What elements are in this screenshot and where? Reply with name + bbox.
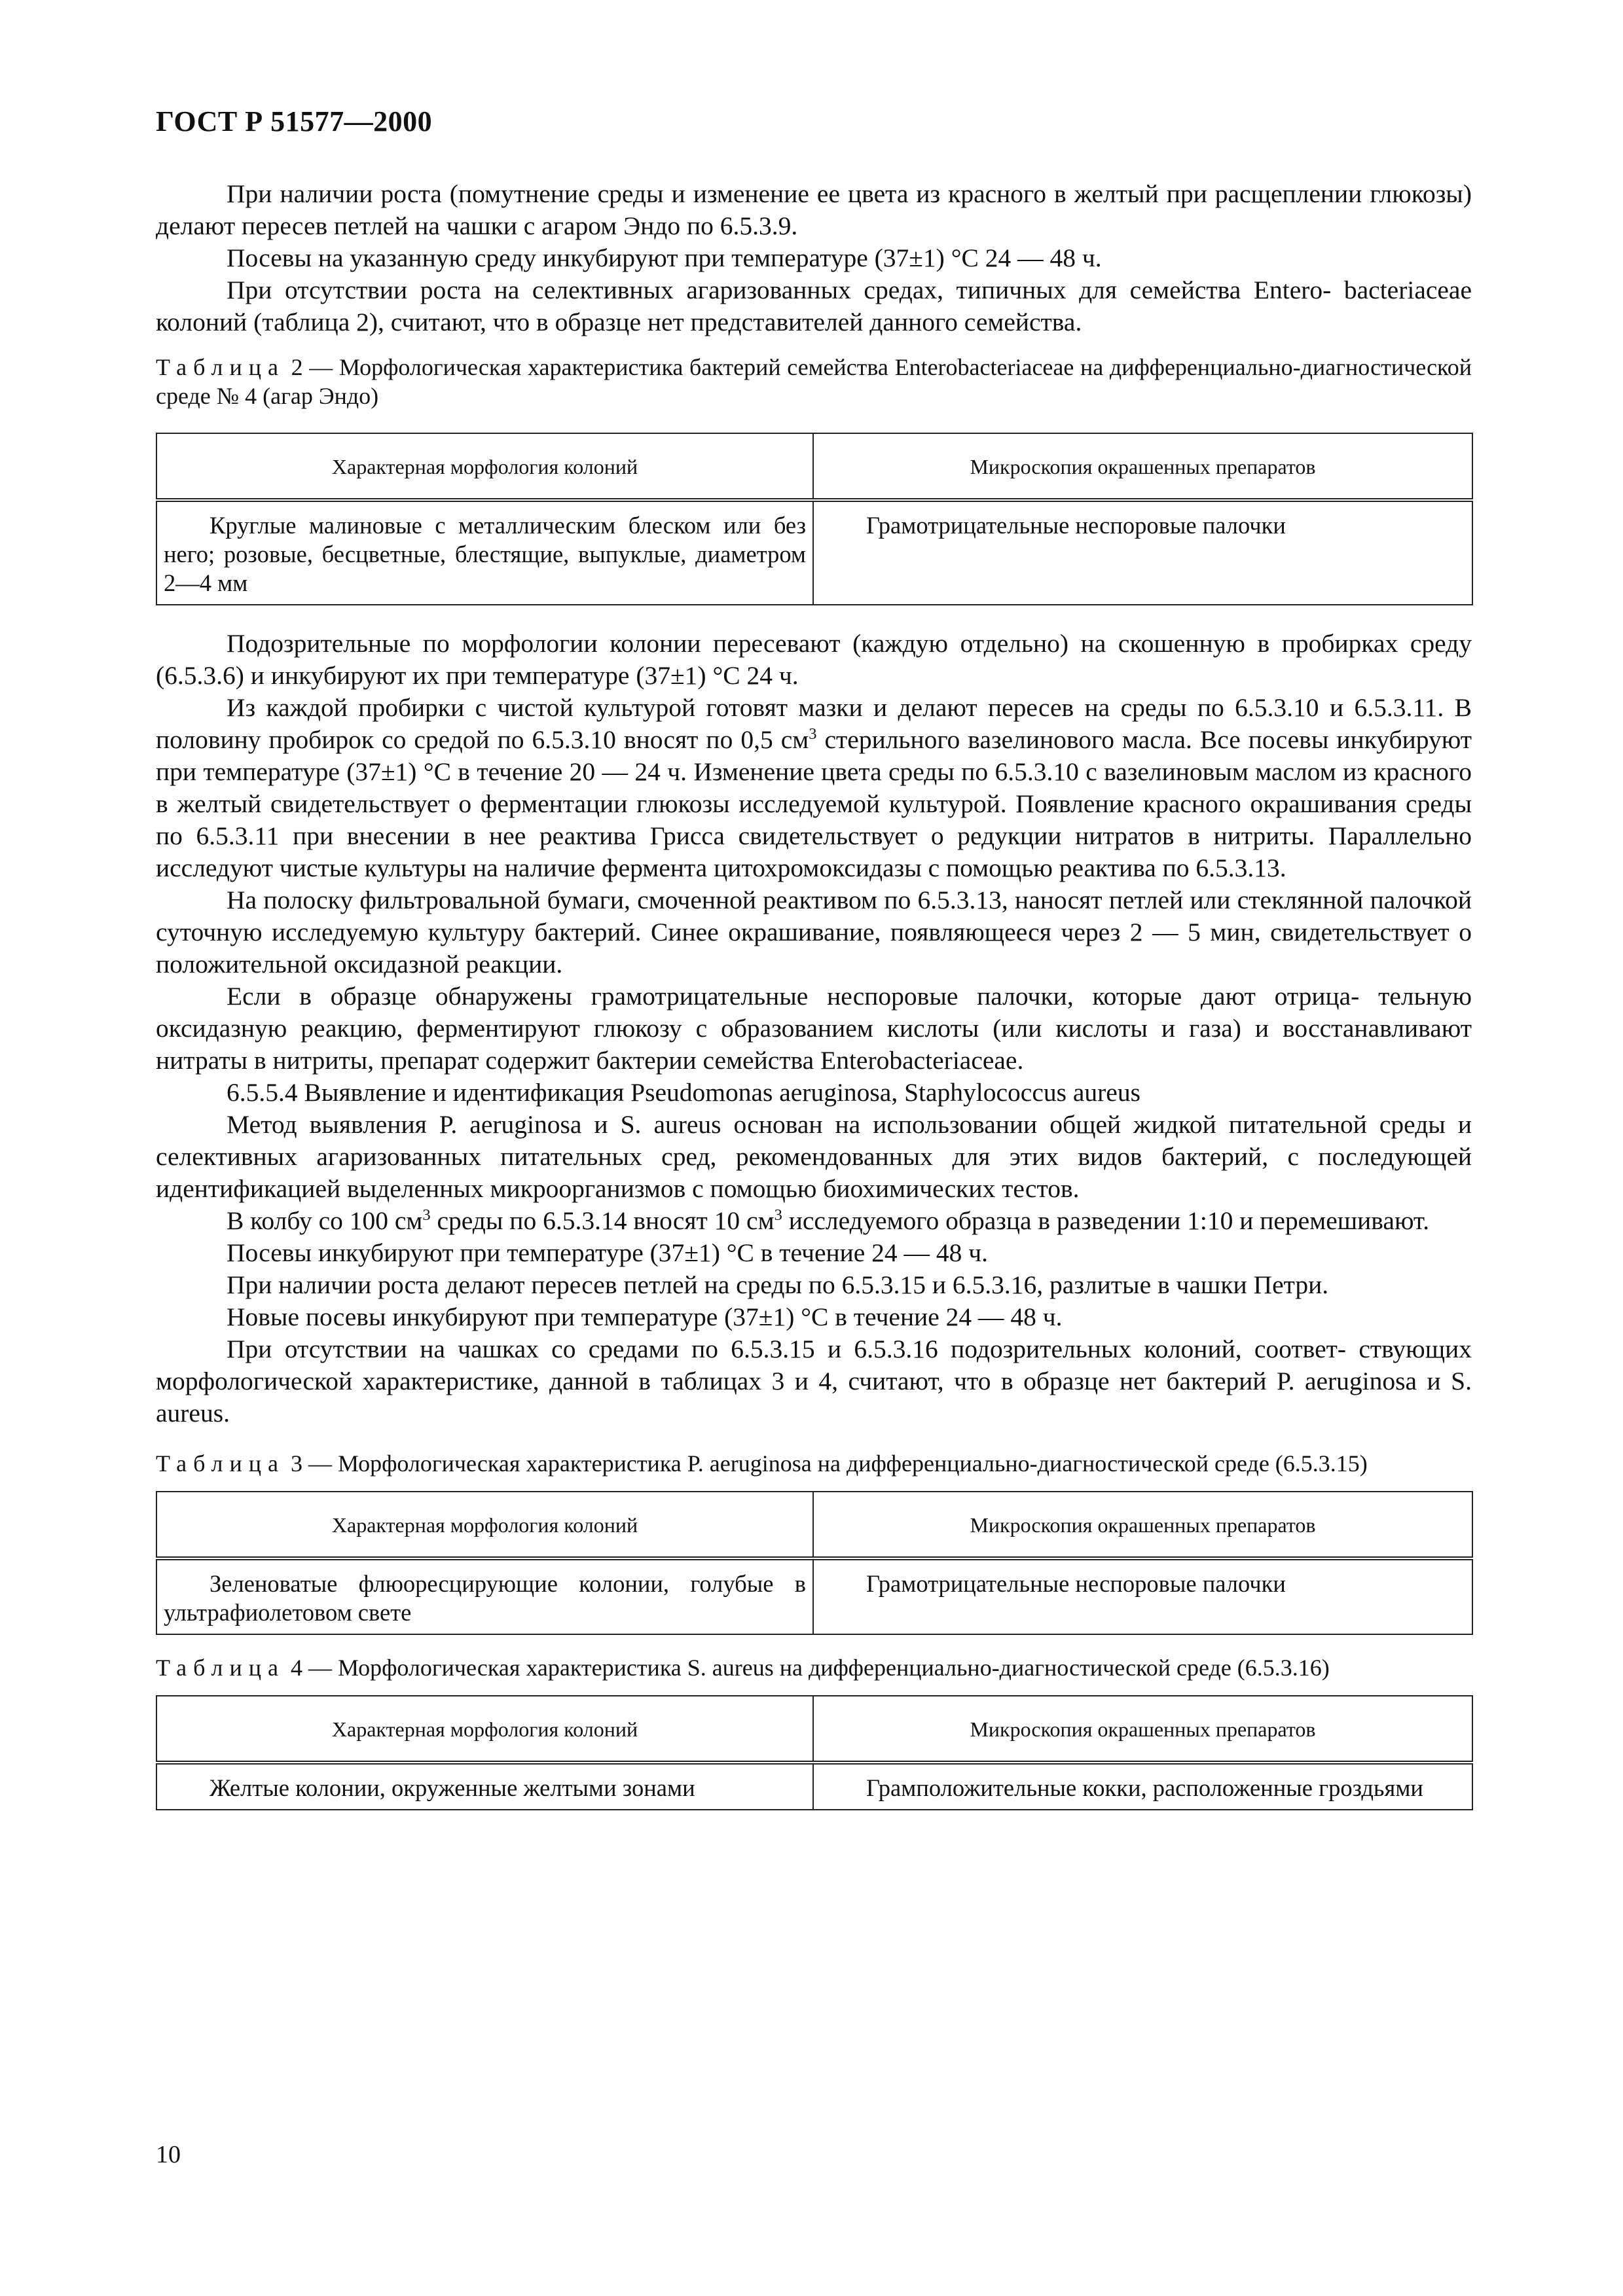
caption-text: 4 — Морфологическая характеристика S. aureus на дифференциально-диагностической среде (6.5.3.16) bbox=[284, 1655, 1330, 1681]
paragraph bbox=[156, 1205, 1472, 1237]
paragraph: При наличии роста делают пересев петлей на среды по 6.5.3.15 и 6.5.3.16, разлитые в чашки Петри. bbox=[227, 1270, 1329, 1299]
page-content bbox=[156, 178, 1472, 1810]
paragraph: При отсутствии на чашках со средами по 6.5.3.15 и 6.5.3.16 подозрительных колоний, соответ- ствующих морфологической характеристике, данной в таблицах 3 и 4, считают, что в образце нет бактерий P. aeruginosa и S. aureus. bbox=[156, 1335, 1472, 1427]
table-row bbox=[156, 500, 1472, 605]
table2-caption bbox=[156, 353, 1472, 410]
cell-text: Желтые колонии, окруженные желтыми зонами bbox=[210, 1774, 695, 1801]
table-header-row bbox=[156, 1492, 1472, 1558]
column-header: Микроскопия окрашенных препаратов bbox=[813, 1696, 1472, 1763]
table4-caption bbox=[156, 1653, 1472, 1682]
paragraph: При наличии роста (помутнение среды и изменение ее цвета из красного в желтый при расщеплении глюкозы) делают пересев петлей на чашки с агаром Эндо по 6.5.3.9. bbox=[156, 179, 1472, 240]
superscript: 3 bbox=[809, 725, 817, 743]
cell-text: Круглые малиновые с металлическим блеском или без него; розовые, бесцветные, блестящие, выпуклые, диаметром 2—4 мм bbox=[164, 512, 806, 596]
text-run: стерильного вазелинового масла. Все посевы инкубируют при температуре (37±1) °С в течение 20 — 24 ч. Изменение цвета среды по 6.5.3.10 с вазелиновым маслом из красного в желтый свидетельствует о ферментации глюкозы исследуемой культурой. Появление красного окрашивания среды по 6.5.3.11 при внесении в нее реактива Грисса свидетельствует о редукции нитратов в нитриты. Параллельно исследуют чистые культуры на наличие фермента цитохромоксидазы с помощью реактива по 6.5.3.13. bbox=[156, 725, 1472, 882]
cell-text: Грамотрицательные неспоровые палочки bbox=[866, 1570, 1286, 1597]
table-row bbox=[156, 1558, 1472, 1634]
table-cell bbox=[156, 1558, 813, 1634]
paragraph: Метод выявления P. aeruginosa и S. aureus основан на использовании общей жидкой питательной среды и селективных агаризованных питательных сред, рекомендованных для этих видов бактерий, с последующей идентификацией выделенных микроорганизмов с помощью биохимических тестов. bbox=[156, 1110, 1472, 1203]
superscript: 3 bbox=[422, 1206, 431, 1224]
caption-label: Таблица bbox=[156, 354, 285, 380]
page-number: 10 bbox=[156, 2141, 181, 2168]
table-cell bbox=[156, 500, 813, 605]
paragraph: Если в образце обнаружены грамотрицательные неспоровые палочки, которые дают отрица- тельную оксидазную реакцию, ферментируют глюкозу с образованием кислоты (или кислоты и газа) и восстанавливают нитраты в нитриты, препарат содержит бактерии семейства Enterobacteriaceae. bbox=[156, 982, 1472, 1075]
cell-text: Грамотрицательные неспоровые палочки bbox=[866, 512, 1286, 539]
column-header: Характерная морфология колоний bbox=[156, 433, 813, 500]
paragraph: На полоску фильтровальной бумаги, смоченной реактивом по 6.5.3.13, наносят петлей или стеклянной палочкой суточную исследуемую культуру бактерий. Синее окрашивание, появляющееся через 2 — 5 мин, свидетельствует о положительной оксидазной реакции. bbox=[156, 886, 1472, 978]
table-header-row bbox=[156, 433, 1472, 500]
text-run: Из каждой пробирки с чистой культурой готовят мазки и делают пересев на среды по 6.5.3.10 и 6.5.3.11. В половину пробирок со средой по 6.5.3.10 вносят по 0,5 см bbox=[156, 693, 1472, 754]
table3 bbox=[156, 1491, 1473, 1635]
table-cell bbox=[813, 1558, 1472, 1634]
paragraph bbox=[156, 692, 1472, 884]
section-heading: 6.5.5.4 Выявление и идентификация Pseudomonas aeruginosa, Staphylococcus aureus bbox=[227, 1078, 1140, 1107]
text-run: В колбу со 100 см bbox=[227, 1206, 423, 1235]
paragraph: Подозрительные по морфологии колонии пересевают (каждую отдельно) на скошенную в пробирках среду (6.5.3.6) и инкубируют их при температуре (37±1) °С 24 ч. bbox=[156, 629, 1472, 690]
paragraph: Посевы инкубируют при температуре (37±1) °С в течение 24 — 48 ч. bbox=[227, 1238, 989, 1267]
paragraph: Новые посевы инкубируют при температуре (37±1) °С в течение 24 — 48 ч. bbox=[227, 1302, 1063, 1331]
superscript: 3 bbox=[774, 1206, 782, 1224]
column-header: Микроскопия окрашенных препаратов bbox=[813, 1492, 1472, 1558]
table-cell bbox=[156, 1763, 813, 1810]
table4 bbox=[156, 1695, 1473, 1810]
cell-text: Грамположительные кокки, расположенные гроздьями bbox=[866, 1774, 1423, 1801]
table-header-row bbox=[156, 1696, 1472, 1763]
caption-label: Таблица bbox=[156, 1655, 285, 1681]
table-cell bbox=[813, 1763, 1472, 1810]
table3-caption bbox=[156, 1449, 1472, 1478]
paragraph: При отсутствии роста на селективных агаризованных средах, типичных для семейства Entero- bacteriaceae колоний (таблица 2), считают, что в образце нет представителей данного семейства. bbox=[156, 276, 1472, 336]
caption-text: 2 — Морфологическая характеристика бактерий семейства Enterobacteriaceae на дифференциально-диагностической среде № 4 (агар Эндо) bbox=[156, 354, 1472, 409]
caption-label: Таблица bbox=[156, 1450, 285, 1477]
text-run: исследуемого образца в разведении 1:10 и перемешивают. bbox=[782, 1206, 1430, 1235]
cell-text: Зеленоватые флюоресцирующие колонии, голубые в ультрафиолетовом свете bbox=[164, 1570, 806, 1626]
table2 bbox=[156, 433, 1473, 605]
column-header: Характерная морфология колоний bbox=[156, 1492, 813, 1558]
table-cell bbox=[813, 500, 1472, 605]
document-header: ГОСТ Р 51577—2000 bbox=[156, 105, 433, 137]
column-header: Характерная морфология колоний bbox=[156, 1696, 813, 1763]
table-row bbox=[156, 1763, 1472, 1810]
text-run: среды по 6.5.3.14 вносят 10 см bbox=[430, 1206, 775, 1235]
paragraph: Посевы на указанную среду инкубируют при температуре (37±1) °С 24 — 48 ч. bbox=[227, 243, 1102, 272]
column-header: Микроскопия окрашенных препаратов bbox=[813, 433, 1472, 500]
caption-text: 3 — Морфологическая характеристика P. aeruginosa на дифференциально-диагностической среде (6.5.3.15) bbox=[284, 1450, 1368, 1477]
